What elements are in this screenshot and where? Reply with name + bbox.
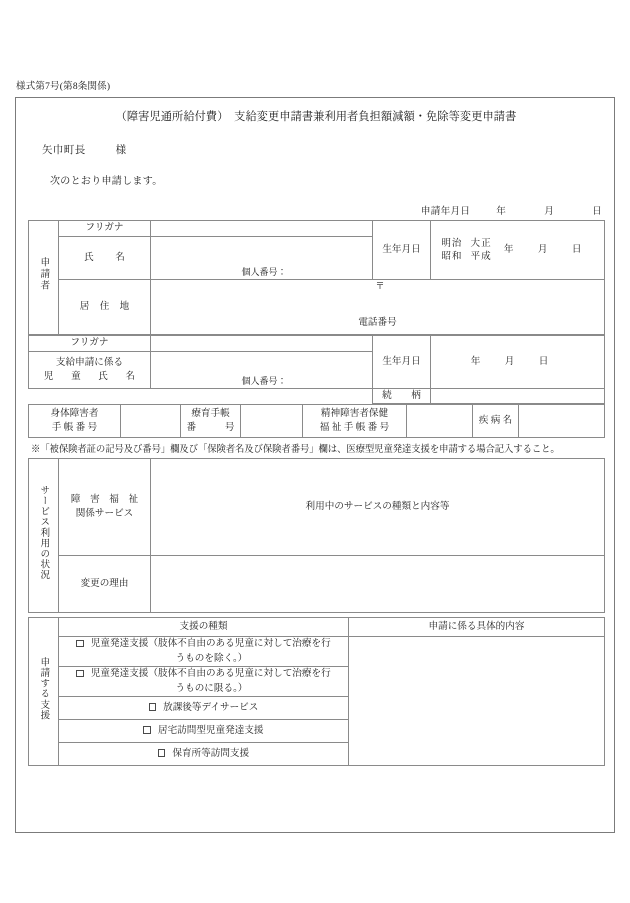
applicant-day-unit: 日: [571, 244, 582, 256]
child-table: [28, 335, 605, 404]
table-row: [29, 637, 605, 667]
applicant-table: [28, 220, 605, 335]
ryouiku-booklet-label-line2: 番 号: [186, 422, 235, 434]
applicant-era-group[interactable]: [441, 238, 491, 264]
service-content-header: 利用中のサービスの種類と内容等: [305, 501, 450, 513]
child-year-unit: 年: [470, 355, 481, 367]
page-title: （障害児通所給付費） 支給変更申請書兼利用者負担額減額・免除等変更申請書: [115, 111, 517, 123]
note-row: [28, 439, 604, 457]
note-text: ※「被保険者証の記号及び番号」欄及び「保険者名及び保険者番号」欄は、医療型児童発達支援を申請する場合記入すること。: [31, 445, 560, 456]
mental-booklet-value[interactable]: [407, 405, 473, 438]
child-mynumber-label: 個人番号：: [241, 375, 287, 386]
child-birthdate-label: 生年月日: [382, 355, 421, 367]
ryouiku-booklet-label-cell: [181, 405, 241, 438]
service-content-cell[interactable]: [151, 459, 605, 556]
checkbox-icon[interactable]: [149, 703, 157, 711]
applicant-year-unit: 年: [503, 244, 514, 256]
form-number: 様式第7号(第8条関係): [16, 82, 111, 92]
applicant-birthdate-fields: [441, 238, 593, 264]
table-row: [29, 221, 605, 237]
support-item-3-line1: 放課後等デイサービス: [163, 701, 259, 713]
child-name-label-line1: 支給申請に係る: [55, 356, 124, 368]
applicant-name-label: 氏 名: [84, 251, 131, 263]
support-request-section-label: 申請する支援: [38, 657, 50, 721]
addressee-honorific: 様: [115, 145, 127, 156]
application-date-day-unit: 日: [592, 206, 602, 217]
applicant-birthdate-label-cell: [373, 221, 431, 280]
table-row: [29, 618, 605, 637]
child-name-label-line2: 児 童 氏 名: [43, 371, 140, 382]
support-item-2-line2: うものに限る。）: [175, 682, 248, 694]
applicant-mynumber-label: 個人番号：: [241, 266, 287, 277]
child-day-unit: 日: [538, 355, 549, 367]
support-item-2[interactable]: [59, 667, 349, 697]
era-meiji[interactable]: 明治: [441, 237, 463, 249]
checkbox-icon[interactable]: [143, 726, 151, 734]
applicant-birthdate-value-cell[interactable]: [431, 221, 605, 280]
form-inner-content: [28, 98, 604, 766]
physical-booklet-value[interactable]: [121, 405, 181, 438]
applicant-furigana-label: フリガナ: [85, 222, 124, 234]
child-relation-value[interactable]: [431, 389, 605, 404]
welfare-service-label-line2: 関係サービス: [75, 508, 134, 520]
mental-booklet-label-line1: 精神障害者保健: [320, 408, 389, 419]
change-reason-label-cell: [59, 556, 151, 613]
postal-mark: 〒: [375, 281, 385, 291]
support-item-5[interactable]: [59, 742, 349, 765]
applicant-name-label-cell: [59, 237, 151, 280]
support-item-1[interactable]: [59, 637, 349, 667]
era-taisho[interactable]: 大正: [470, 237, 492, 249]
support-item-3[interactable]: [59, 696, 349, 719]
support-item-5-line1: 保育所等訪問支援: [172, 747, 250, 759]
applicant-address-label: 居 住 地: [79, 300, 134, 312]
applicant-section-label: 申請者: [38, 257, 50, 293]
lead-text: 次のとおり申請します。: [50, 176, 163, 187]
checkbox-icon[interactable]: [158, 749, 166, 757]
support-detail-input[interactable]: [349, 637, 605, 766]
application-date-label: 申請年月日: [420, 206, 471, 217]
applicant-section-label-cell: [29, 221, 59, 335]
welfare-service-label-cell: [59, 459, 151, 556]
child-month-unit: 月: [504, 355, 515, 367]
application-date-line: [28, 203, 604, 217]
application-date-month-unit: 月: [544, 206, 555, 217]
checkbox-icon[interactable]: [76, 640, 84, 648]
child-furigana-input[interactable]: [151, 336, 373, 352]
booklet-table: [28, 404, 605, 438]
physical-booklet-label-cell: [29, 405, 121, 438]
physical-booklet-label-line2: 手 帳 番 号: [51, 422, 98, 434]
applicant-furigana-label-cell: [59, 221, 151, 237]
table-row: [29, 280, 605, 335]
applicant-furigana-input[interactable]: [151, 221, 373, 237]
child-name-input[interactable]: [151, 357, 372, 375]
service-usage-table: [28, 458, 605, 613]
support-item-4-line1: 居宅訪問型児童発達支援: [157, 724, 264, 736]
child-furigana-label-cell: [29, 336, 151, 352]
ryouiku-booklet-value[interactable]: [241, 405, 303, 438]
disease-name-label: 疾 病 名: [478, 415, 513, 427]
ryouiku-booklet-label-line1: 療育手帳: [191, 408, 230, 419]
applicant-address-label-cell: [59, 280, 151, 335]
child-name-and-mynumber-cell[interactable]: [151, 352, 373, 389]
era-showa[interactable]: 昭和: [441, 250, 463, 262]
support-item-2-line1: 児童発達支援（肢体不自由のある児童に対して治療を行: [90, 668, 331, 680]
service-usage-section-label-cell: [29, 459, 59, 613]
change-reason-value[interactable]: [151, 556, 605, 613]
support-detail-column-header: 申請に係る具体的内容: [349, 618, 605, 637]
table-row: [29, 556, 605, 613]
child-relation-label-cell: [373, 389, 431, 404]
support-item-1-line1: 児童発達支援（肢体不自由のある児童に対して治療を行: [90, 638, 331, 650]
change-reason-label: 変更の理由: [80, 578, 129, 590]
checkbox-icon[interactable]: [76, 670, 84, 678]
mental-booklet-label-line2: 福 祉 手 帳 番 号: [319, 422, 390, 434]
child-birthdate-fields: [459, 355, 577, 369]
applicant-address-cell[interactable]: [151, 280, 605, 335]
physical-booklet-label-line1: 身体障害者: [50, 408, 99, 419]
support-type-column-header: 支援の種類: [59, 618, 349, 637]
applicant-name-input[interactable]: [151, 242, 372, 266]
welfare-service-label-line1: 障 害 福 祉: [70, 494, 139, 505]
support-request-table: [28, 617, 605, 766]
application-date-year-unit: 年: [496, 206, 507, 217]
form-sheet: [15, 97, 615, 833]
disease-name-label-cell: [473, 405, 519, 438]
mental-booklet-label-cell: [303, 405, 407, 438]
table-row: [29, 336, 605, 352]
child-birthdate-label-cell: [373, 336, 431, 389]
disease-name-value[interactable]: [519, 405, 605, 438]
applicant-phone-label: 電話番号: [358, 316, 397, 328]
applicant-month-unit: 月: [537, 244, 548, 256]
child-furigana-label: フリガナ: [70, 337, 109, 349]
support-item-1-line2: うものを除く。）: [175, 652, 248, 664]
table-row: [29, 405, 605, 438]
addressee-line: [42, 142, 604, 157]
child-name-label-cell: [29, 352, 151, 389]
applicant-birthdate-label: 生年月日: [382, 243, 421, 255]
support-request-section-label-cell: [29, 618, 59, 766]
table-row: [29, 459, 605, 556]
table-row: [29, 389, 605, 404]
child-birthdate-value-cell[interactable]: [431, 336, 605, 389]
support-item-4[interactable]: [59, 719, 349, 742]
addressee-name: 矢巾町長: [42, 145, 86, 156]
child-relation-label: 続 柄: [382, 390, 426, 401]
era-heisei[interactable]: 平成: [470, 250, 492, 262]
service-usage-section-label: サービス利用の状況: [38, 485, 50, 581]
applicant-name-and-mynumber-cell[interactable]: [151, 237, 373, 280]
